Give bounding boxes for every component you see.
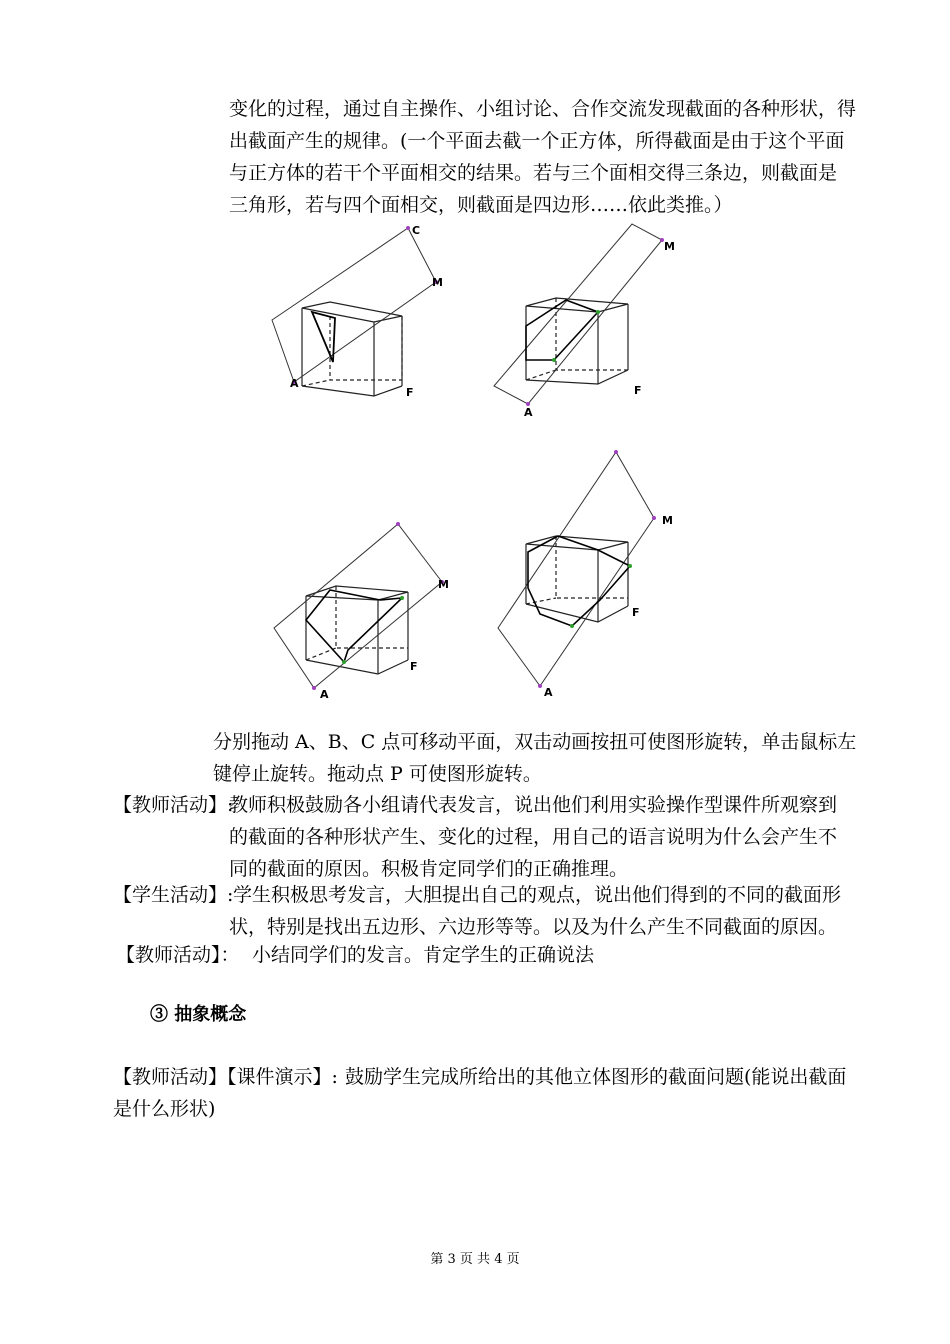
activity-2-tag: 【学生活动】: xyxy=(113,884,234,906)
section-heading: ③ 抽象概念 xyxy=(150,1004,247,1025)
point-label-c: C xyxy=(412,224,421,237)
cube-section-diagram-2 xyxy=(490,220,690,420)
point-label-f: F xyxy=(634,384,642,397)
cube-section-diagram-1 xyxy=(260,220,460,410)
point-label-m: M xyxy=(438,578,449,591)
final-line-1: 鼓励学生完成所给出的其他立体图形的截面问题(能说出截面 xyxy=(345,1066,847,1088)
point-label-f: F xyxy=(410,660,418,673)
point-label-a: A xyxy=(290,377,299,390)
instruction-line-2: 键停止旋转。拖动点 P 可使图形旋转。 xyxy=(213,763,542,785)
point-label-m: M xyxy=(664,240,675,253)
instruction-line-1: 分别拖动 A、B、C 点可移动平面，双击动画按扭可使图形旋转，单击鼠标左 xyxy=(213,731,857,753)
cube-section-figure-1 xyxy=(260,220,460,410)
activity-1-tag: 【教师活动】: xyxy=(113,794,234,816)
final-line-2: 是什么形状) xyxy=(113,1098,216,1120)
activity-1-line-1: 教师积极鼓励各小组请代表发言，说出他们利用实验操作型课件所观察到 xyxy=(229,794,838,816)
intro-line-4: 三角形，若与四个面相交，则截面是四边形……依此类推。） xyxy=(229,194,733,216)
activity-3-tag: 【教师活动】： xyxy=(116,944,240,966)
cube-section-diagram-3 xyxy=(260,510,460,700)
intro-line-3: 与正方体的若干个平面相交的结果。若与三个面相交得三条边，则截面是 xyxy=(229,162,838,184)
activity-2-line-2: 状，特别是找出五边形、六边形等等。以及为什么产生不同截面的原因。 xyxy=(229,916,838,938)
cube-section-diagram-4 xyxy=(490,448,690,700)
final-tag: 【教师活动】【课件演示】: xyxy=(113,1066,338,1088)
intro-line-2: 出截面产生的规律。(一个平面去截一个正方体，所得截面是由于这个平面 xyxy=(229,130,845,152)
cube-section-figure-4 xyxy=(490,448,690,700)
activity-2-line-1: 学生积极思考发言，大胆提出自己的观点，说出他们得到的不同的截面形 xyxy=(233,884,842,906)
point-label-m: M xyxy=(432,276,443,289)
activity-1-line-3: 同的截面的原因。积极肯定同学们的正确推理。 xyxy=(229,858,629,880)
intro-line-1: 变化的过程，通过自主操作、小组讨论、合作交流发现截面的各种形状，得 xyxy=(229,98,857,120)
point-label-a: A xyxy=(544,686,553,699)
point-label-a: A xyxy=(320,688,329,701)
activity-3-line-1: 小结同学们的发言。肯定学生的正确说法 xyxy=(252,944,595,966)
point-label-a: A xyxy=(524,406,533,419)
point-label-f: F xyxy=(632,606,640,619)
activity-1-line-2: 的截面的各种形状产生、变化的过程，用自己的语言说明为什么会产生不 xyxy=(229,826,838,848)
cube-section-figure-3 xyxy=(260,510,460,700)
point-label-f: F xyxy=(406,386,414,399)
point-label-m: M xyxy=(662,514,673,527)
page-footer: 第 3 页 共 4 页 xyxy=(430,1252,520,1267)
cube-section-figure-2 xyxy=(490,220,690,420)
